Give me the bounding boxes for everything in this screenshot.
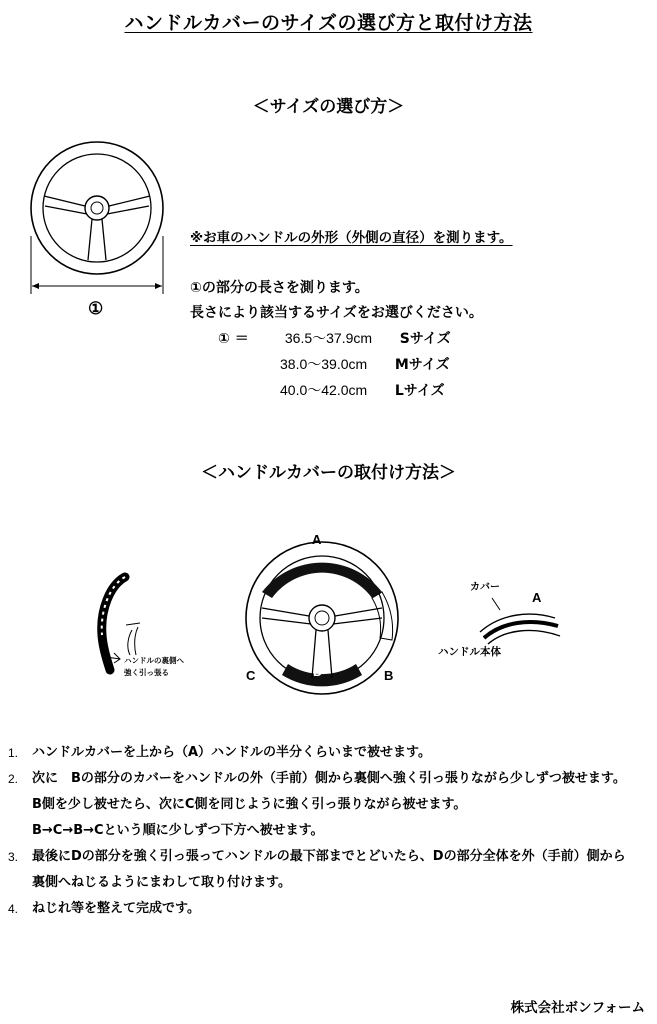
install-steps <box>8 740 653 922</box>
size-range: 36.5～37.9cm <box>284 330 373 346</box>
measure-note: ※お車のハンドルの外形（外側の直径）を測ります。 <box>190 230 513 246</box>
size-range: 38.0～39.0cm <box>280 356 368 372</box>
step-4 <box>8 896 653 922</box>
wheel-label-b: B <box>384 668 394 683</box>
diameter-label: ① <box>88 299 104 318</box>
size-name: Mサイズ <box>394 357 450 373</box>
size-row-l <box>280 380 445 400</box>
cover-cross-section-diagram <box>470 592 570 652</box>
page-title: ハンドルカバーのサイズの選び方と取付け方法 <box>124 12 533 34</box>
measure-instruction: ①の部分の長さを測ります。 <box>190 280 369 296</box>
wheel-label-d: D <box>313 664 323 679</box>
step-line: 裏側へねじるようにまわして取り付けます。 <box>32 875 291 890</box>
cross-section-label-a: A <box>532 590 542 605</box>
handle-body-label: ハンドル本体 <box>438 646 501 658</box>
step-1 <box>8 740 653 766</box>
step-number: 2. <box>8 772 19 786</box>
cover-label: カバー <box>470 582 500 593</box>
step-number: 4. <box>8 902 19 916</box>
step-line: B側を少し被せたら、次にC側を同じように強く引っ張りながら被せます。 <box>32 797 467 812</box>
select-instruction: 長さにより該当するサイズをお選びください。 <box>190 305 483 321</box>
step-line: 最後にDの部分を強く引っ張ってハンドルの最下部までとどいたら、Dの部分全体を外（手前）側から <box>32 849 626 864</box>
step-number: 1. <box>8 746 19 760</box>
company-name: 株式会社ボンフォーム <box>510 1000 645 1016</box>
pull-note-line-2: 強く引っ張る <box>124 668 169 677</box>
size-name: Lサイズ <box>394 383 445 399</box>
step-line: ハンドルカバーを上から（A）ハンドルの半分くらいまで被せます。 <box>32 745 432 760</box>
equals-label: ① ＝ <box>218 331 249 347</box>
pull-note-line-1: ハンドルの裏側へ <box>124 656 184 665</box>
size-range: 40.0～42.0cm <box>280 382 368 398</box>
step-3 <box>8 844 653 896</box>
steering-wheel-size-diagram <box>22 148 172 288</box>
step-line: ねじれ等を整えて完成です。 <box>32 901 200 916</box>
size-row-s <box>218 328 451 348</box>
pull-note <box>124 655 184 679</box>
wheel-label-a: A <box>312 532 322 547</box>
step-line: 次に Bの部分のカバーをハンドルの外（手前）側から裏側へ強く引っ張りながら少しずつ被せます。 <box>32 771 626 786</box>
size-row-m <box>280 354 450 374</box>
step-2 <box>8 766 653 844</box>
size-name: Sサイズ <box>399 331 451 347</box>
wheel-label-c: C <box>246 668 256 683</box>
install-section-heading: ＜ハンドルカバーの取付け方法＞ <box>201 463 456 483</box>
size-section-heading: ＜サイズの選び方＞ <box>252 97 405 117</box>
step-line: B→C→B→Cという順に少しずつ下方へ被せます。 <box>32 823 324 838</box>
step-number: 3. <box>8 850 19 864</box>
